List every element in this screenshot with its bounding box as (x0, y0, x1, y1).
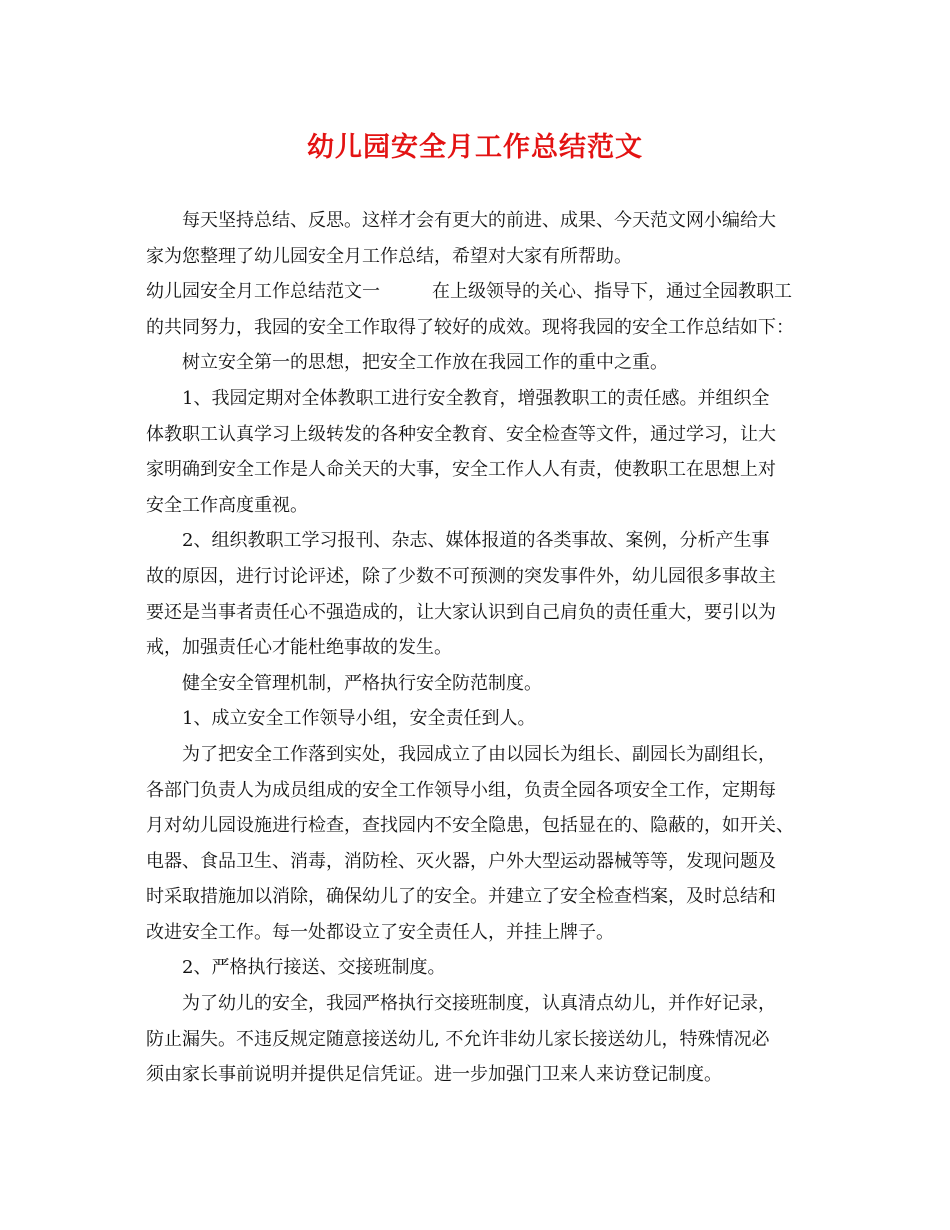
text-line-content: 为了把安全工作落到实处，我园成立了由以园长为组长、副园长为副组长， (182, 743, 776, 765)
text-line (146, 559, 812, 595)
text-line-content: 故的原因，进行讨论评述，除了少数不可预测的突发事件外，幼儿园很多事故主 (146, 565, 776, 587)
text-line (146, 915, 812, 951)
text-line-content: 的共同努力，我园的安全工作取得了较好的成效。现将我园的安全工作总结如下： (146, 316, 794, 338)
text-line-content: 2、组织教职工学习报刊、杂志、媒体报道的各类事故、案例，分析产生事 (182, 530, 770, 552)
text-line-content: 各部门负责人为成员组成的安全工作领导小组，负责全园各项安全工作，定期每 (146, 779, 776, 801)
text-line (146, 879, 812, 915)
text-line (146, 523, 812, 559)
document-body (146, 203, 812, 1093)
text-line (146, 737, 812, 773)
text-line (146, 701, 812, 737)
text-line (146, 417, 812, 453)
text-line-content: 1、我园定期对全体教职工进行安全教育，增强教职工的责任感。并组织全 (182, 387, 770, 409)
text-line (146, 452, 812, 488)
text-line-content: 电器、食品卫生、消毒，消防栓、灭火器，户外大型运动器械等等，发现问题及 (146, 850, 776, 872)
text-line (146, 773, 812, 809)
text-line-content: 树立安全第一的思想，把安全工作放在我园工作的重中之重。 (182, 352, 668, 374)
text-line-content: 1、成立安全工作领导小组，安全责任到人。 (182, 708, 536, 730)
text-line-content: 须由家长事前说明并提供足信凭证。进一步加强门卫来人来访登记制度。 (146, 1064, 722, 1086)
text-line (146, 1057, 812, 1093)
text-line (146, 488, 812, 524)
text-line (146, 310, 812, 346)
text-line-content: 每天坚持总结、反思。这样才会有更大的前进、成果、今天范文网小编给大 (182, 210, 776, 231)
document-title: 幼儿园安全月工作总结范文 (307, 132, 643, 163)
text-line-content: 时采取措施加以消除，确保幼儿了的安全。并建立了安全检查档案，及时总结和 (146, 886, 776, 908)
text-line-content: 幼儿园安全月工作总结范文一 (146, 281, 380, 303)
text-line-content: 改进安全工作。每一处都设立了安全责任人，并挂上牌子。 (146, 921, 614, 943)
text-line-content: 家明确到安全工作是人命关天的大事，安全工作人人有责，使教职工在思想上对 (146, 459, 776, 481)
text-line (146, 630, 812, 666)
text-line (146, 950, 812, 986)
text-line-content: 2、严格执行接送、交接班制度。 (182, 957, 446, 979)
text-line (146, 808, 812, 844)
text-line-content: 防止漏失。不违反规定随意接送幼儿, 不允许非幼儿家长接送幼儿，特殊情况必 (146, 1028, 770, 1050)
text-line (146, 381, 812, 417)
text-line-content: 家为您整理了幼儿园安全月工作总结，希望对大家有所帮助。 (146, 245, 632, 267)
text-line-content: 安全工作高度重视。 (146, 494, 308, 516)
text-line (146, 345, 812, 381)
text-line-content: 健全安全管理机制，严格执行安全防范制度。 (182, 672, 542, 694)
text-line (146, 844, 812, 880)
text-line-content: 要还是当事者责任心不强造成的，让大家认识到自己肩负的责任重大，要引以为 (146, 601, 776, 623)
text-line (146, 666, 812, 702)
text-line (146, 203, 812, 239)
text-line-content: 体教职工认真学习上级转发的各种安全教育、安全检查等文件，通过学习，让大 (146, 423, 776, 445)
text-line-content: 戒，加强责任心才能杜绝事故的发生。 (146, 637, 452, 659)
text-line-continuation: 在上级领导的关心、指导下，通过全园教职工 (432, 281, 792, 303)
text-line (146, 1022, 812, 1058)
text-line (146, 274, 812, 310)
text-line-content: 月对幼儿园设施进行检查，查找园内不安全隐患，包括显在的、隐蔽的，如开关、 (146, 815, 794, 837)
text-line (146, 986, 812, 1022)
text-line (146, 595, 812, 631)
text-line-content: 为了幼儿的安全，我园严格执行交接班制度，认真清点幼儿，并作好记录， (182, 993, 776, 1015)
text-line (146, 239, 812, 275)
